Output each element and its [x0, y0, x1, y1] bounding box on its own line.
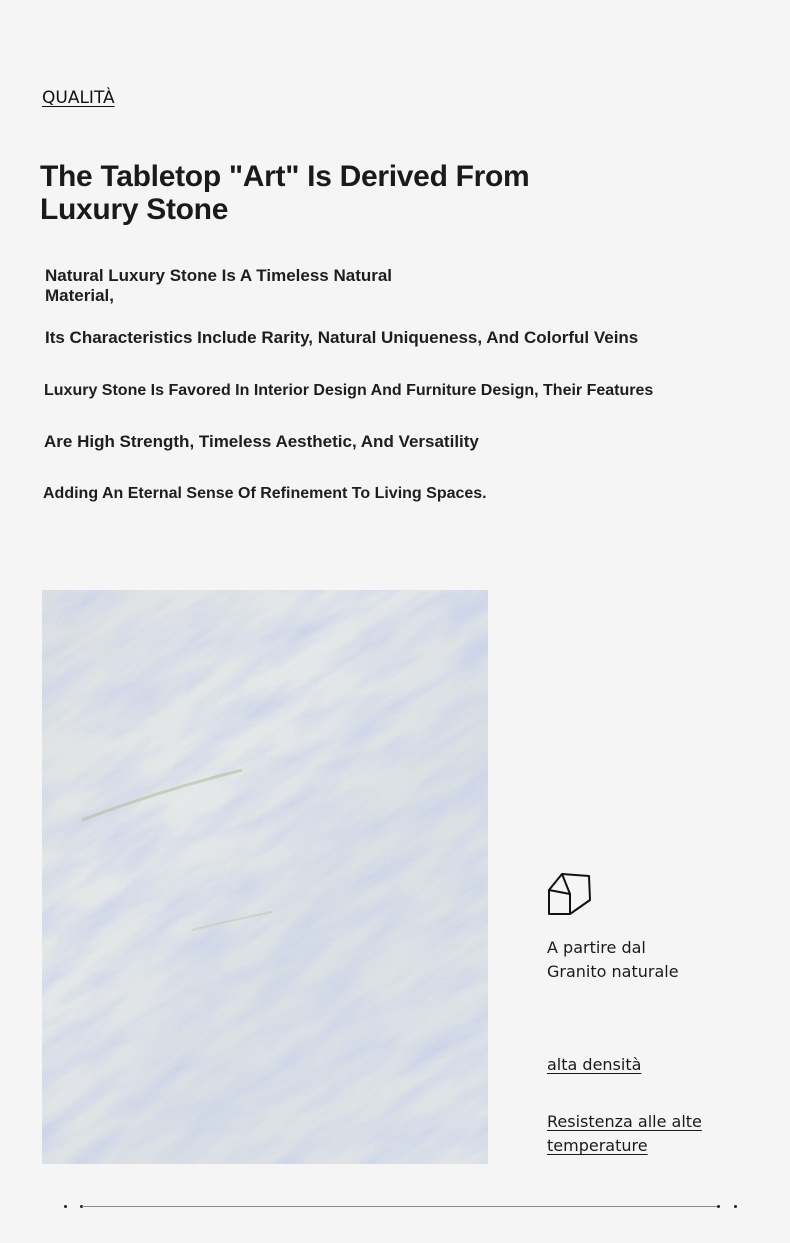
bottom-divider [82, 1206, 718, 1207]
density-link[interactable]: alta densità [547, 1055, 642, 1074]
paragraph-2: Its Characteristics Include Rarity, Natural Uniqueness, And Colorful Veins [45, 328, 639, 347]
paragraph-5: Adding An Eternal Sense Of Refinement To Living Spaces. [43, 485, 487, 502]
paragraph-3: Luxury Stone Is Favored In Interior Design And Furniture Design, Their Features [44, 382, 654, 399]
section-eyebrow-link[interactable]: QUALITÀ [42, 88, 115, 108]
divider-dot-left-1 [64, 1205, 67, 1208]
stone-texture-image [42, 590, 488, 1164]
origin-line-1: A partire dal [547, 938, 646, 957]
divider-dot-right-2 [734, 1205, 737, 1208]
origin-line-2: Granito naturale [547, 962, 679, 981]
divider-dot-right-1 [717, 1205, 720, 1208]
paragraph-4: Are High Strength, Timeless Aesthetic, And Versatility [44, 432, 479, 451]
heat-resistance-link[interactable]: Resistenza alle alte temperature [547, 1112, 702, 1155]
paragraph-1: Natural Luxury Stone Is A Timeless Natural Material, [45, 266, 393, 305]
page-title: The Tabletop "Art" Is Derived From Luxury Stone [40, 160, 530, 226]
house-outline-icon [546, 870, 592, 916]
origin-text [547, 936, 679, 984]
